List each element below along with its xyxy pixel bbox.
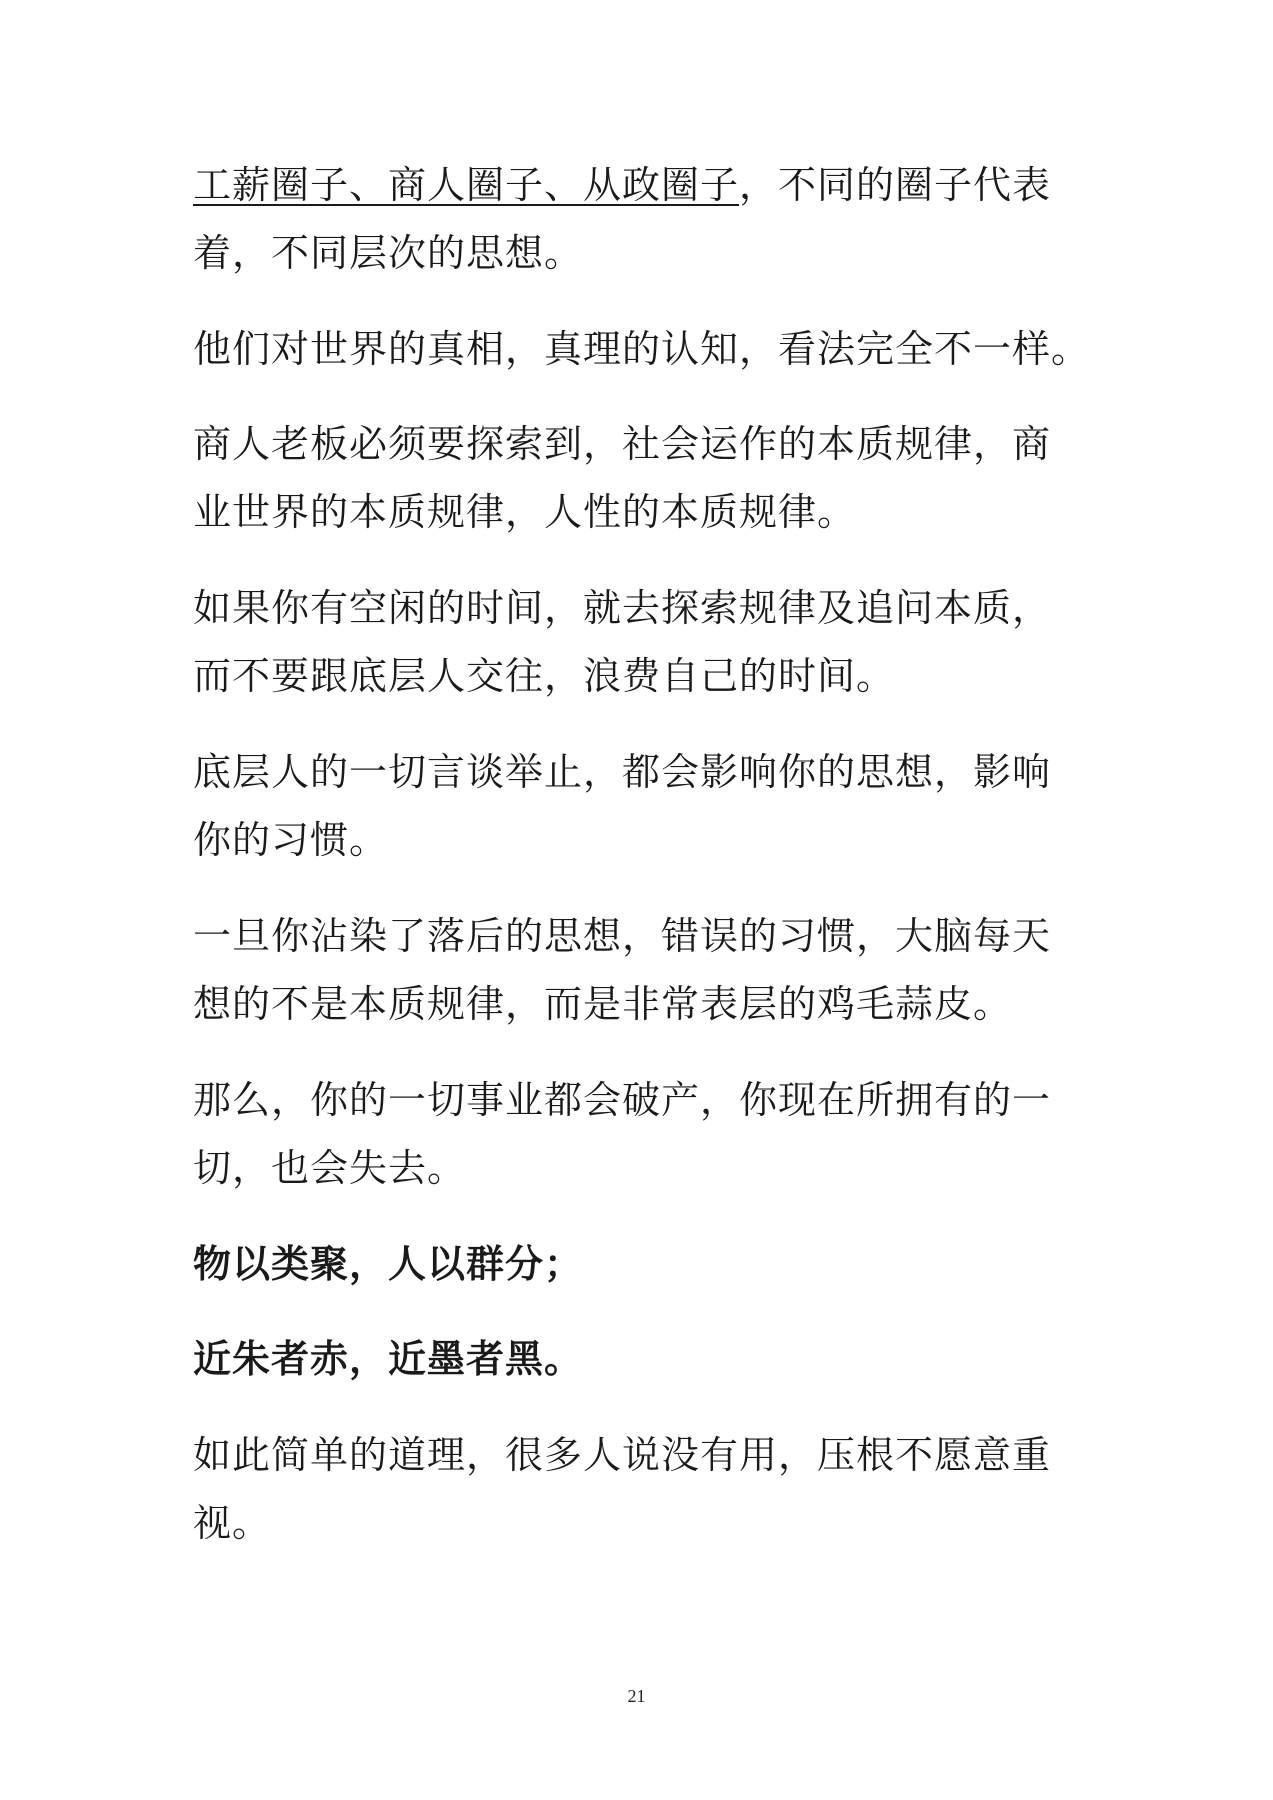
bold-proverb-line-2: 近朱者赤，近墨者黑。: [193, 1336, 584, 1381]
paragraph-6-line-2: 想的不是本质规律，而是非常表层的鸡毛蒜皮。: [193, 982, 1013, 1026]
paragraph-6-line-1: 一旦你沾染了落后的思想，错误的习惯，大脑每天: [193, 914, 1052, 958]
underlined-phrase: 工薪圈子、商人圈子、从政圈子: [193, 163, 740, 207]
paragraph-7-line-1: 那么，你的一切事业都会破产，你现在所拥有的一: [193, 1078, 1052, 1122]
bold-proverb-line-1: 物以类聚，人以群分；: [193, 1241, 584, 1286]
paragraph-1-line-1: [193, 163, 1052, 207]
paragraph-3-line-2: 业世界的本质规律，人性的本质规律。: [193, 490, 857, 534]
paragraph-2-line-1: 他们对世界的真相，真理的认知，看法完全不一样。: [193, 327, 1091, 371]
paragraph-4-line-2: 而不要跟底层人交往，浪费自己的时间。: [193, 654, 896, 698]
paragraph-10-line-2: 视。: [193, 1501, 272, 1545]
paragraph-4-line-1: 如果你有空闲的时间，就去探索规律及追问本质，: [193, 586, 1052, 630]
line-text: ，不同的圈子代表: [739, 163, 1052, 207]
paragraph-10-line-1: 如此简单的道理，很多人说没有用，压根不愿意重: [193, 1433, 1052, 1477]
paragraph-7-line-2: 切，也会失去。: [193, 1146, 467, 1190]
paragraph-5-line-1: 底层人的一切言谈举止，都会影响你的思想，影响: [193, 750, 1052, 794]
page-number: 21: [627, 1686, 646, 1706]
paragraph-1-line-2: 着，不同层次的思想。: [193, 231, 584, 275]
paragraph-5-line-2: 你的习惯。: [193, 818, 389, 862]
paragraph-3-line-1: 商人老板必须要探索到，社会运作的本质规律，商: [193, 422, 1052, 466]
